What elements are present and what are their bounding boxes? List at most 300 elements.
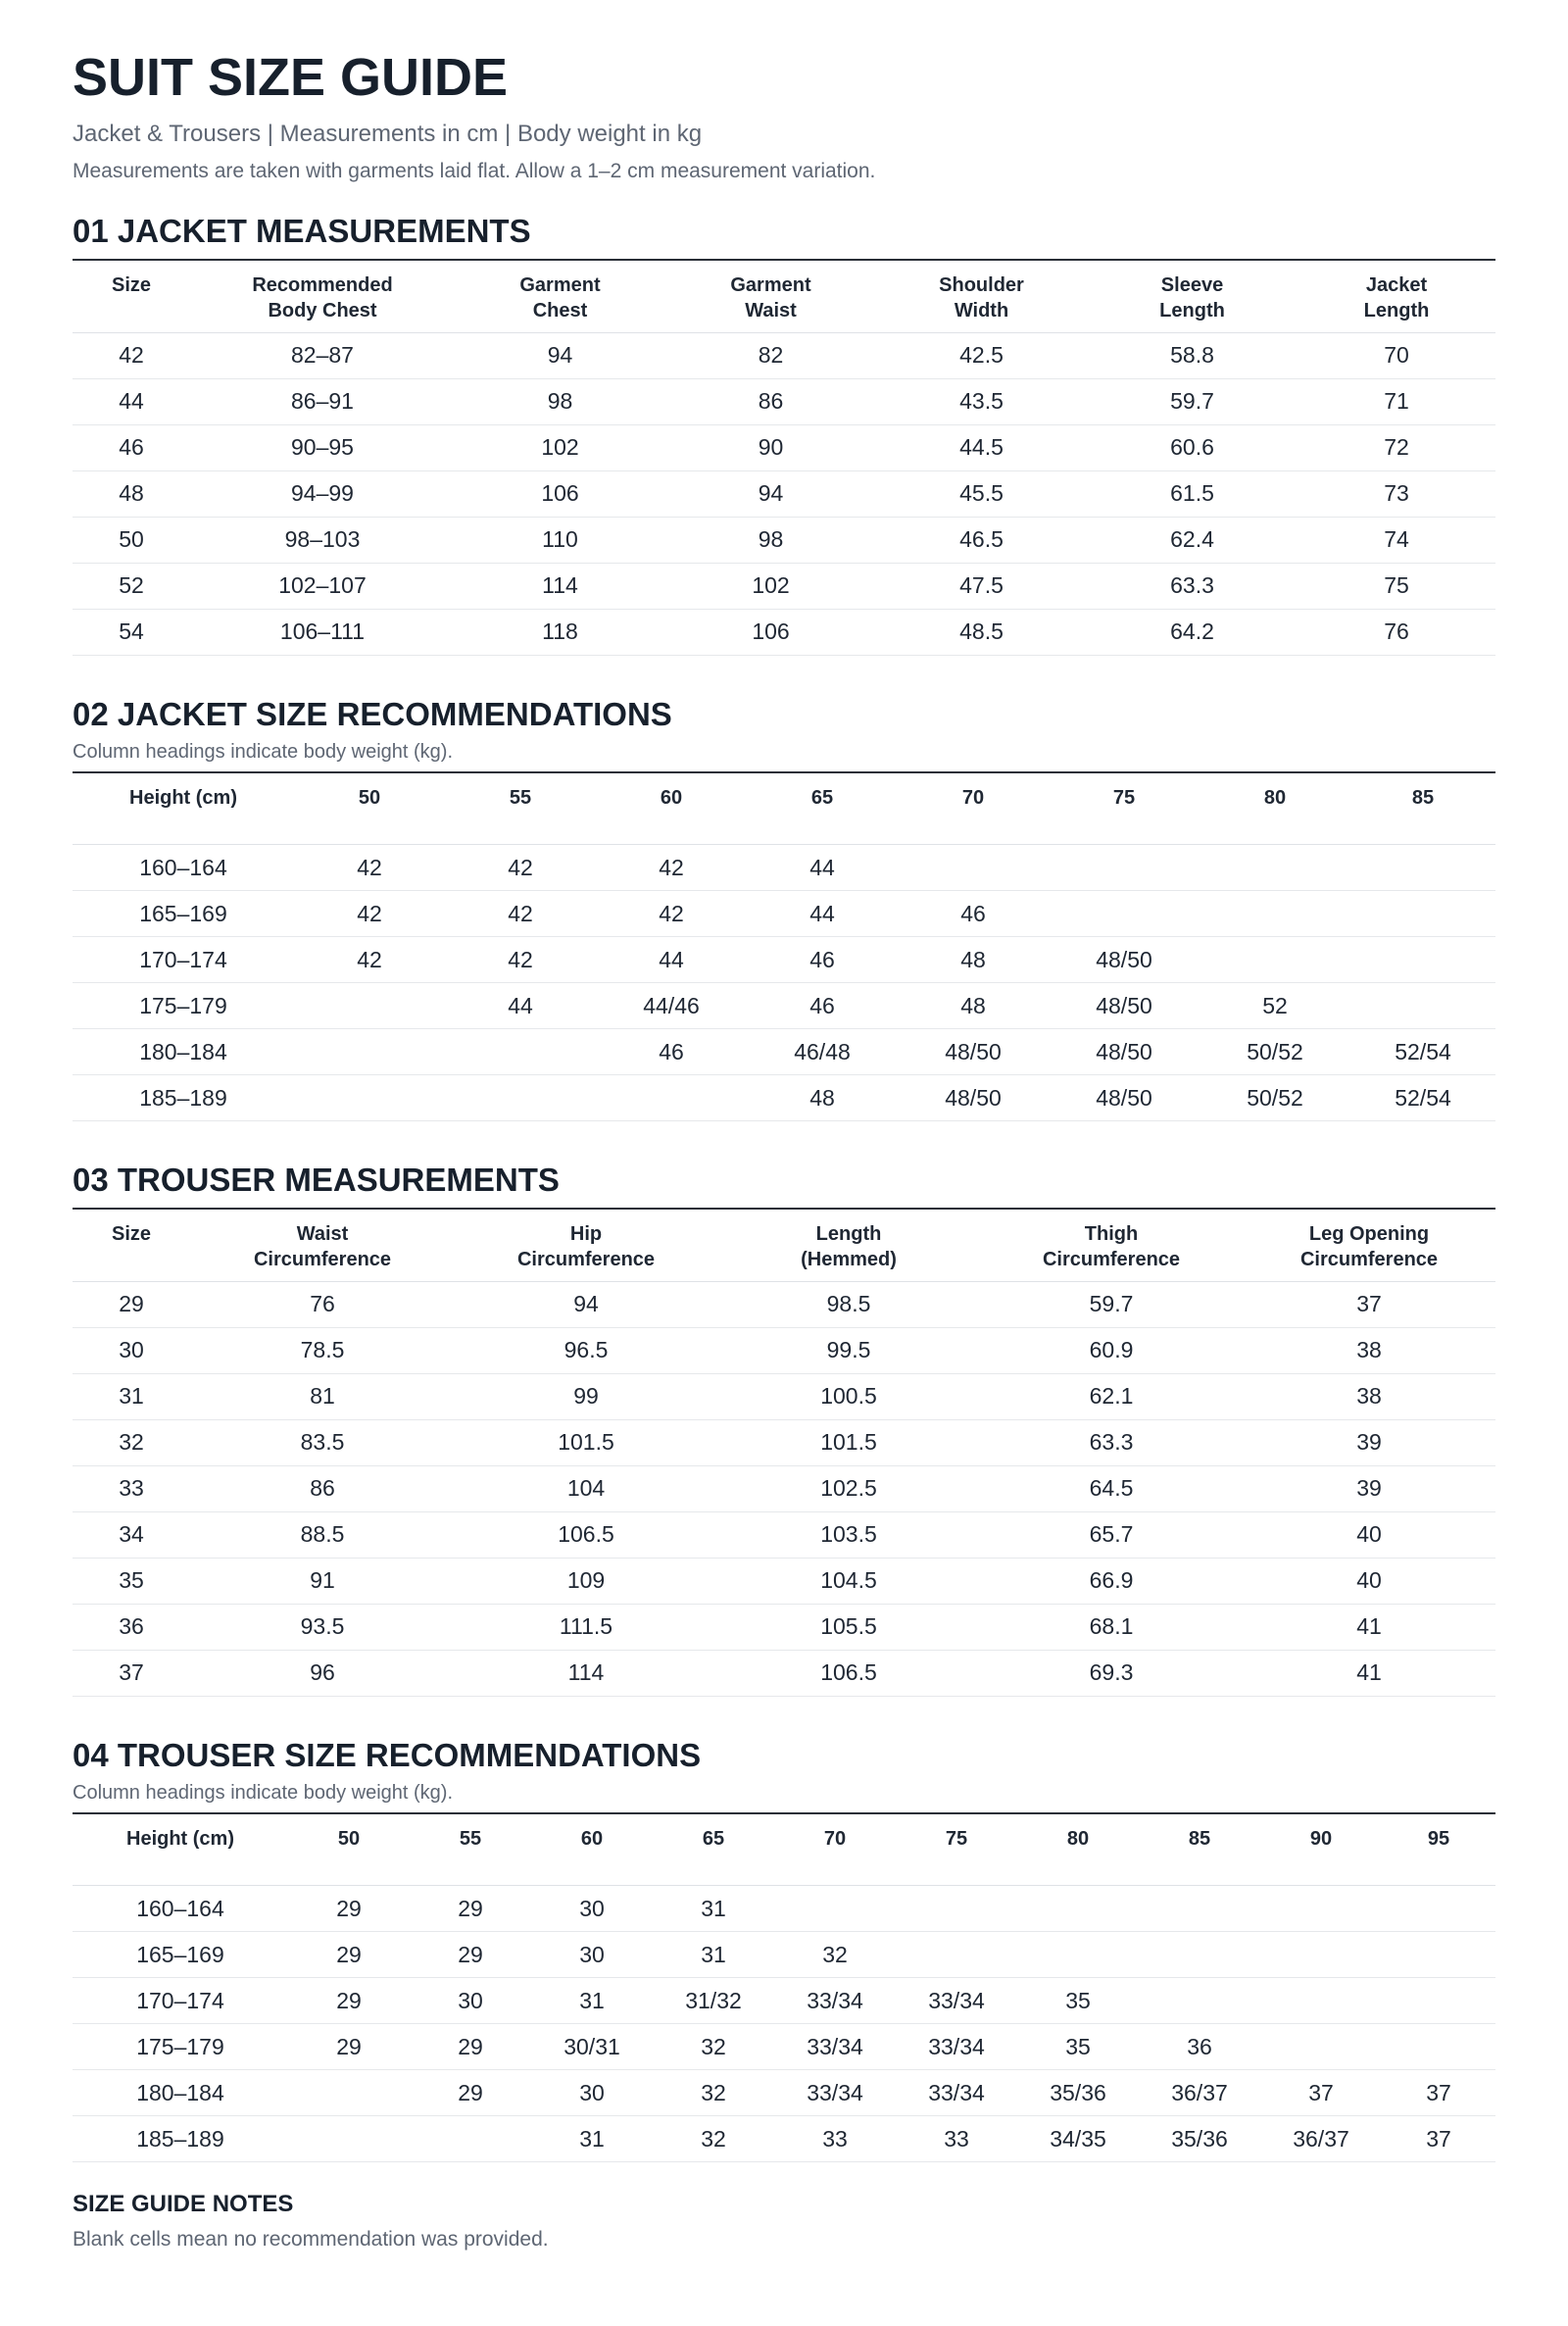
table-cell: 101.5: [558, 1429, 614, 1455]
table-cell: [1017, 1886, 1139, 1932]
table-row: [73, 1465, 1495, 1511]
table-row: [73, 378, 1495, 424]
table-cell: [445, 1075, 596, 1121]
table-cell: 99.5: [826, 1337, 871, 1362]
table-row: [73, 891, 1495, 937]
table-cell: 78.5: [300, 1337, 345, 1362]
table-cell: 32: [701, 2079, 726, 2105]
table-cell: 48/50: [1096, 946, 1152, 972]
table-cell: 35/36: [1050, 2079, 1106, 2105]
table-cell: 33/34: [807, 2033, 863, 2059]
table-cell: 46.5: [959, 526, 1004, 552]
table-cell: 118: [542, 619, 578, 644]
table-cell: 33/34: [928, 2079, 985, 2105]
table-cell: 102.5: [820, 1475, 877, 1501]
table-cell: [1200, 937, 1350, 983]
table-cell: 34/35: [1050, 2125, 1106, 2152]
table-cell: 34: [119, 1521, 144, 1547]
table-cell: 40: [1356, 1567, 1382, 1593]
column-header: Hip Circumference: [516, 1223, 656, 1270]
table-cell: 106–111: [279, 619, 366, 644]
table-cell: 106.5: [820, 1659, 877, 1685]
table-cell: 102: [752, 572, 790, 598]
table-cell: 31: [579, 2125, 605, 2152]
size-guide-notes: [73, 2190, 1495, 2252]
table-cell: [596, 1075, 747, 1121]
table-cell: [294, 1029, 445, 1075]
table-cell: 102: [541, 434, 579, 460]
table-cell: 170–174: [136, 1987, 224, 2013]
table-row: [73, 2116, 1495, 2162]
trouser-recommendations-table: [73, 1812, 1495, 2163]
table-cell: 41: [1356, 1613, 1382, 1639]
table-cell: 44: [659, 946, 684, 972]
table-cell: 106: [752, 619, 790, 644]
table-cell: 105.5: [820, 1613, 877, 1639]
table-cell: 106.5: [558, 1521, 614, 1547]
table-cell: 50/52: [1247, 1038, 1303, 1064]
table-cell: 106: [541, 480, 579, 506]
table-cell: 30: [579, 2079, 605, 2105]
table-cell: 94: [547, 342, 573, 368]
table-cell: 101.5: [820, 1429, 877, 1455]
table-row: [73, 1558, 1495, 1604]
column-header: 85: [1188, 1827, 1211, 1850]
table-cell: 73: [1384, 480, 1409, 506]
table-cell: 29: [336, 1895, 362, 1921]
table-cell: [294, 1075, 445, 1121]
table-cell: 33/34: [807, 1987, 863, 2013]
table-row: [73, 1029, 1495, 1075]
table-cell: 42: [508, 946, 533, 972]
column-header: Shoulder Width: [939, 274, 1024, 322]
table-cell: 31: [119, 1383, 144, 1409]
table-cell: 74: [1384, 526, 1409, 552]
table-cell: 46/48: [794, 1038, 851, 1064]
table-cell: 36: [119, 1613, 144, 1639]
column-header: 70: [823, 1827, 847, 1850]
table-cell: 48/50: [945, 1084, 1002, 1111]
table-cell: 29: [458, 2033, 483, 2059]
table-row: [73, 1650, 1495, 1696]
table-cell: 76: [310, 1291, 335, 1316]
table-cell: 32: [701, 2033, 726, 2059]
table-cell: 44: [119, 388, 144, 414]
table-row: [73, 332, 1495, 378]
column-header: 50: [358, 786, 381, 809]
section-title: 03 TROUSER MEASUREMENTS: [73, 1162, 560, 1198]
column-header: Length (Hemmed): [801, 1223, 897, 1270]
table-cell: 52/54: [1395, 1038, 1451, 1064]
table-cell: 94: [573, 1291, 599, 1316]
table-cell: 91: [310, 1567, 335, 1593]
table-cell: 63.3: [1170, 572, 1214, 598]
section-trouser-recommendations: [73, 1736, 1495, 2163]
table-cell: 31/32: [685, 1987, 742, 2013]
table-cell: 175–179: [139, 992, 227, 1018]
table-row: [73, 424, 1495, 470]
table-cell: 42: [357, 854, 382, 880]
table-cell: 42: [119, 342, 144, 368]
table-cell: 86: [758, 388, 784, 414]
table-cell: 47.5: [959, 572, 1004, 598]
table-cell: 31: [701, 1895, 726, 1921]
table-cell: 94: [758, 480, 784, 506]
table-row: [73, 2070, 1495, 2116]
table-cell: 30: [119, 1337, 144, 1362]
table-cell: [1260, 1978, 1382, 2024]
table-cell: 31: [701, 1941, 726, 1967]
table-cell: [1350, 937, 1495, 983]
table-cell: 48/50: [945, 1038, 1002, 1064]
table-row: [73, 609, 1495, 655]
table-cell: 37: [119, 1659, 144, 1685]
table-cell: 32: [701, 2125, 726, 2152]
table-cell: 37: [1308, 2079, 1334, 2105]
table-cell: 180–184: [139, 1038, 227, 1064]
table-cell: 46: [960, 900, 986, 926]
section-title: 02 JACKET SIZE RECOMMENDATIONS: [73, 695, 672, 732]
table-cell: 37: [1356, 1291, 1382, 1316]
column-header: 55: [509, 786, 532, 809]
jacket-measurements-table: [73, 259, 1495, 656]
column-header: Sleeve Length: [1159, 274, 1225, 322]
table-cell: 35: [119, 1567, 144, 1593]
table-cell: 32: [119, 1429, 144, 1455]
table-cell: 170–174: [139, 946, 227, 972]
table-cell: 103.5: [820, 1521, 877, 1547]
table-cell: [1260, 2024, 1382, 2070]
table-cell: 86–91: [291, 388, 354, 414]
table-cell: 52: [1262, 992, 1288, 1018]
table-cell: 33/34: [928, 2033, 985, 2059]
table-cell: 82–87: [291, 342, 354, 368]
table-cell: 175–179: [136, 2033, 224, 2059]
table-cell: 33/34: [928, 1987, 985, 2013]
table-row: [73, 1886, 1495, 1932]
table-cell: 50/52: [1247, 1084, 1303, 1111]
table-cell: 69.3: [1089, 1659, 1134, 1685]
table-cell: 48: [119, 480, 144, 506]
table-cell: 76: [1384, 619, 1409, 644]
table-cell: 29: [458, 2079, 483, 2105]
column-header: 70: [961, 786, 985, 809]
column-header: Leg Opening Circumference: [1299, 1223, 1439, 1270]
column-header: Size: [111, 1223, 152, 1245]
table-cell: 40: [1356, 1521, 1382, 1547]
table-cell: [294, 983, 445, 1029]
table-cell: 100.5: [820, 1383, 877, 1409]
table-cell: 72: [1384, 434, 1409, 460]
table-cell: 48/50: [1096, 1038, 1152, 1064]
table-cell: 71: [1384, 388, 1409, 414]
table-cell: 96: [310, 1659, 335, 1685]
table-cell: 59.7: [1089, 1291, 1134, 1316]
table-cell: 81: [310, 1383, 335, 1409]
table-cell: 48/50: [1096, 992, 1152, 1018]
table-cell: [1260, 1932, 1382, 1978]
table-cell: 29: [336, 2033, 362, 2059]
column-header: 95: [1427, 1827, 1450, 1850]
section-jacket-measurements: [73, 212, 1495, 656]
table-cell: 32: [822, 1941, 848, 1967]
table-cell: 48: [960, 946, 986, 972]
table-cell: [1200, 891, 1350, 937]
table-cell: 31: [579, 1987, 605, 2013]
column-header: 75: [1112, 786, 1136, 809]
table-row: [73, 1281, 1495, 1327]
column-header: Garment Chest: [519, 274, 601, 322]
table-cell: 42: [508, 854, 533, 880]
table-cell: 46: [119, 434, 144, 460]
table-cell: 52/54: [1395, 1084, 1451, 1111]
table-row: [73, 1978, 1495, 2024]
table-cell: 52: [119, 572, 144, 598]
column-header: 75: [945, 1827, 968, 1850]
table-row: [73, 937, 1495, 983]
table-cell: 104.5: [820, 1567, 877, 1593]
table-cell: 99: [573, 1383, 599, 1409]
table-row: [73, 1327, 1495, 1373]
table-cell: 70: [1384, 342, 1409, 368]
table-cell: 109: [566, 1567, 606, 1593]
column-header: 60: [660, 786, 683, 809]
table-cell: 33/34: [807, 2079, 863, 2105]
table-cell: 33: [119, 1475, 144, 1501]
table-cell: 63.3: [1089, 1429, 1134, 1455]
jacket-recommendations-table: [73, 771, 1495, 1122]
table-cell: [774, 1886, 896, 1932]
table-cell: 36/37: [1171, 2079, 1228, 2105]
notes-text: Blank cells mean no recommendation was provided.: [73, 2228, 549, 2251]
table-cell: 38: [1356, 1337, 1382, 1362]
table-cell: 64.5: [1089, 1475, 1134, 1501]
table-cell: 66.9: [1089, 1567, 1134, 1593]
table-cell: 29: [336, 1941, 362, 1967]
table-cell: [1049, 845, 1200, 891]
table-cell: 160–164: [139, 854, 227, 880]
table-cell: 44: [809, 900, 835, 926]
table-cell: [445, 1029, 596, 1075]
table-cell: [1350, 983, 1495, 1029]
table-cell: 180–184: [136, 2079, 224, 2105]
table-row: [73, 845, 1495, 891]
table-cell: 102–107: [278, 572, 367, 598]
table-cell: [1382, 1978, 1495, 2024]
table-cell: 114: [542, 572, 578, 598]
table-cell: 46: [809, 992, 835, 1018]
table-row: [73, 517, 1495, 563]
column-header: Thigh Circumference: [1042, 1223, 1181, 1270]
column-header: 65: [702, 1827, 725, 1850]
table-cell: 160–164: [136, 1895, 224, 1921]
table-cell: 64.2: [1170, 619, 1214, 644]
column-header: Garment Waist: [730, 274, 811, 322]
table-cell: 110: [542, 526, 578, 552]
column-header: 80: [1066, 1827, 1090, 1850]
table-cell: [1382, 2024, 1495, 2070]
table-cell: [288, 2116, 410, 2162]
table-cell: 82: [758, 342, 784, 368]
table-cell: [288, 2070, 410, 2116]
table-cell: 42: [659, 900, 684, 926]
table-cell: 68.1: [1089, 1613, 1134, 1639]
table-cell: 94–99: [291, 480, 354, 506]
table-row: [73, 2024, 1495, 2070]
table-cell: 48.5: [959, 619, 1004, 644]
table-cell: 30: [579, 1941, 605, 1967]
table-cell: 90: [758, 434, 784, 460]
table-cell: 29: [458, 1941, 483, 1967]
table-row: [73, 1075, 1495, 1121]
column-header: Waist Circumference: [253, 1223, 392, 1270]
table-cell: 62.4: [1170, 526, 1214, 552]
column-header: Height (cm): [129, 786, 237, 809]
section-jacket-recommendations: [73, 695, 1495, 1122]
table-cell: 98–103: [284, 526, 361, 552]
table-row: [73, 983, 1495, 1029]
table-cell: 114: [567, 1659, 605, 1685]
table-cell: 30: [579, 1895, 605, 1921]
table-cell: [898, 845, 1049, 891]
table-cell: 41: [1356, 1659, 1382, 1685]
table-cell: 98: [758, 526, 784, 552]
table-cell: [1350, 845, 1495, 891]
table-cell: 46: [659, 1038, 684, 1064]
table-cell: 61.5: [1170, 480, 1214, 506]
table-cell: 98: [547, 388, 573, 414]
table-cell: 35/36: [1171, 2125, 1228, 2152]
table-cell: 38: [1356, 1383, 1382, 1409]
table-cell: 29: [119, 1291, 144, 1316]
page-subtitle: Jacket & Trousers | Measurements in cm | Body weight in kg: [73, 121, 703, 147]
table-cell: 35: [1065, 1987, 1091, 2013]
table-cell: [1049, 891, 1200, 937]
table-cell: 45.5: [959, 480, 1004, 506]
table-cell: 90–95: [291, 434, 354, 460]
table-cell: [1139, 1978, 1260, 2024]
table-row: [73, 1604, 1495, 1650]
column-header: 85: [1411, 786, 1435, 809]
table-cell: 88.5: [300, 1521, 345, 1547]
table-cell: 35: [1065, 2033, 1091, 2059]
table-row: [73, 563, 1495, 609]
table-row: [73, 1511, 1495, 1558]
column-header: Size: [111, 274, 152, 296]
section-trouser-measurements: [73, 1161, 1495, 1697]
table-cell: 36/37: [1293, 2125, 1349, 2152]
column-header: Height (cm): [126, 1827, 234, 1850]
column-header: 90: [1309, 1827, 1333, 1850]
section-note: Column headings indicate body weight (kg).: [73, 1781, 453, 1804]
page-title: SUIT SIZE GUIDE: [73, 48, 509, 107]
column-header: Recommended Body Chest: [252, 274, 393, 322]
column-header: 60: [580, 1827, 604, 1850]
trouser-measurements-table: [73, 1208, 1495, 1697]
table-cell: 50: [119, 526, 144, 552]
table-cell: 165–169: [136, 1941, 224, 1967]
table-cell: 33: [822, 2125, 848, 2152]
table-cell: 42: [508, 900, 533, 926]
table-cell: 39: [1356, 1429, 1382, 1455]
table-cell: 86: [310, 1475, 335, 1501]
table-cell: 59.7: [1170, 388, 1214, 414]
table-cell: 30/31: [564, 2033, 620, 2059]
table-row: [73, 470, 1495, 517]
table-cell: 93.5: [300, 1613, 345, 1639]
column-header: Jacket Length: [1363, 274, 1430, 322]
table-cell: 46: [809, 946, 835, 972]
table-cell: 29: [458, 1895, 483, 1921]
table-cell: [1350, 891, 1495, 937]
table-cell: 37: [1426, 2079, 1451, 2105]
table-cell: 83.5: [300, 1429, 345, 1455]
table-cell: 39: [1356, 1475, 1382, 1501]
table-cell: [1382, 1886, 1495, 1932]
table-row: [73, 1373, 1495, 1419]
table-cell: [1260, 1886, 1382, 1932]
table-cell: 165–169: [139, 900, 227, 926]
table-cell: 42: [357, 946, 382, 972]
table-cell: 43.5: [959, 388, 1004, 414]
table-cell: 33: [944, 2125, 969, 2152]
column-header: 55: [459, 1827, 482, 1850]
table-cell: [1382, 1932, 1495, 1978]
notes-title: SIZE GUIDE NOTES: [73, 2191, 294, 2217]
table-cell: 42: [357, 900, 382, 926]
table-cell: 44.5: [959, 434, 1004, 460]
table-cell: [896, 1886, 1017, 1932]
table-cell: 48: [960, 992, 986, 1018]
measurement-note: Measurements are taken with garments laid flat. Allow a 1–2 cm measurement variation.: [73, 160, 876, 182]
table-cell: 62.1: [1089, 1383, 1134, 1409]
table-cell: 29: [336, 1987, 362, 2013]
table-cell: [1200, 845, 1350, 891]
table-cell: 75: [1384, 572, 1409, 598]
table-cell: 104: [566, 1475, 606, 1501]
section-title: 01 JACKET MEASUREMENTS: [73, 213, 531, 249]
section-note: Column headings indicate body weight (kg).: [73, 740, 453, 763]
table-cell: 65.7: [1089, 1521, 1134, 1547]
table-cell: 48/50: [1096, 1084, 1152, 1111]
table-cell: 98.5: [826, 1291, 871, 1316]
table-cell: 37: [1426, 2125, 1451, 2152]
table-cell: 60.6: [1170, 434, 1214, 460]
table-cell: [410, 2116, 531, 2162]
table-cell: 44: [809, 854, 835, 880]
table-cell: 54: [119, 619, 144, 644]
table-row: [73, 1932, 1495, 1978]
table-cell: 48: [809, 1084, 835, 1111]
table-cell: 44: [508, 992, 533, 1018]
table-cell: 60.9: [1089, 1337, 1134, 1362]
table-row: [73, 1419, 1495, 1465]
table-cell: [896, 1932, 1017, 1978]
section-title: 04 TROUSER SIZE RECOMMENDATIONS: [73, 1736, 702, 1773]
table-cell: [1139, 1932, 1260, 1978]
table-cell: 185–189: [136, 2125, 224, 2152]
table-cell: 42: [659, 854, 684, 880]
table-cell: 44/46: [643, 992, 700, 1018]
table-cell: [1139, 1886, 1260, 1932]
table-cell: 30: [458, 1987, 483, 2013]
table-cell: 42.5: [959, 342, 1004, 368]
column-header: 65: [810, 786, 834, 809]
column-header: 80: [1263, 786, 1287, 809]
table-cell: 185–189: [139, 1084, 227, 1111]
table-cell: 111.5: [559, 1613, 613, 1639]
table-cell: 58.8: [1170, 342, 1214, 368]
